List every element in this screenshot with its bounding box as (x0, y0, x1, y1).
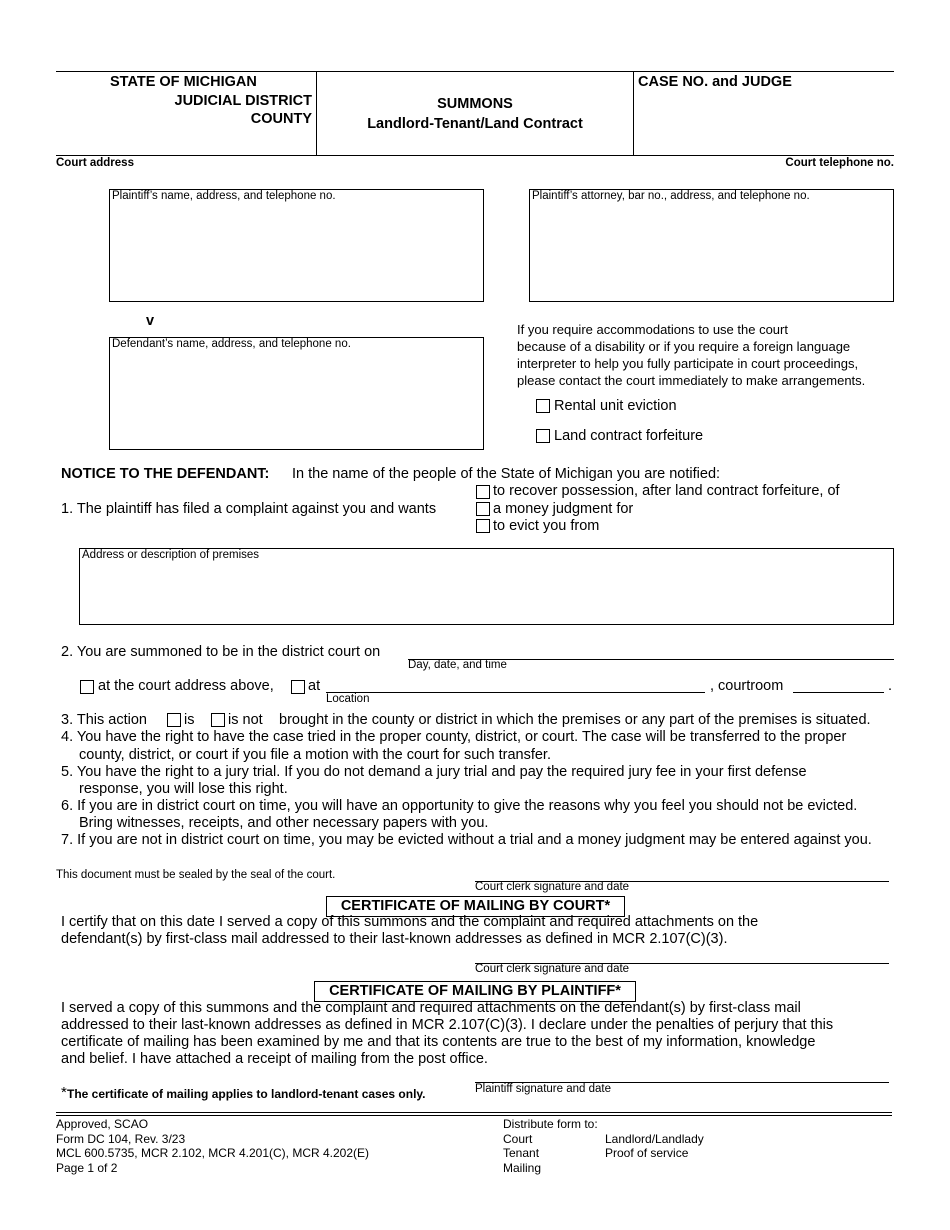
distribute-item: Proof of service (605, 1146, 689, 1160)
accommodation-line: please contact the court immediately to make arrangements. (517, 373, 866, 388)
footnote-text: The certificate of mailing applies to landlord-tenant cases only. (67, 1087, 426, 1101)
item4-line2: county, district, or court if you file a motion with the court for such transfer. (79, 747, 551, 763)
cert-plaintiff-line1: I served a copy of this summons and the complaint and required attachments on the defendant(s) by first-class mail (61, 1000, 801, 1016)
plaintiff-label: Plaintiff’s name, address, and telephone no. (112, 190, 336, 202)
rental-eviction-checkbox[interactable] (536, 399, 550, 413)
footer-page: Page 1 of 2 (56, 1160, 118, 1175)
money-judgment-checkbox[interactable] (476, 502, 490, 516)
defendant-field[interactable] (109, 337, 484, 450)
premises-field[interactable] (79, 548, 894, 625)
is-checkbox[interactable] (167, 713, 181, 727)
item1-text: 1. The plaintiff has filed a complaint against you and wants (61, 501, 437, 517)
cert-court-title: CERTIFICATE OF MAILING BY COURT* (326, 896, 625, 917)
is-not-checkbox[interactable] (211, 713, 225, 727)
clerk-signature-label: Court clerk signature and date (475, 881, 630, 893)
distribute-item: Landlord/Landlady (605, 1131, 704, 1146)
item7-text: 7. If you are not in district court on time, you may be evicted without a trial and a money judgment may be entered against you. (61, 832, 872, 848)
recover-possession-checkbox[interactable] (476, 485, 490, 499)
recover-possession-label: to recover possession, after land contract forfeiture, of (493, 483, 840, 499)
courtroom-label: , courtroom (710, 678, 784, 694)
footer-rule-bottom (56, 1115, 892, 1116)
cert-court-line1: I certify that on this date I served a copy of this summons and the complaint and required attachments on the (61, 914, 759, 930)
cert-plaintiff-title: CERTIFICATE OF MAILING BY PLAINTIFF* (314, 981, 636, 1002)
notice-intro: In the name of the people of the State of Michigan you are notified: (292, 466, 721, 482)
attorney-label: Plaintiff’s attorney, bar no., address, and telephone no. (532, 190, 810, 202)
location-label: Location (326, 693, 370, 705)
accommodation-line: If you require accommodations to use the court (517, 322, 788, 337)
plaintiff-field[interactable] (109, 189, 484, 302)
footer-mcl: MCL 600.5735, MCR 2.102, MCR 4.201(C), MCR 4.202(E) (56, 1146, 370, 1160)
district-label: JUDICIAL DISTRICT (174, 93, 312, 109)
location-line[interactable] (326, 692, 705, 693)
attorney-field[interactable] (529, 189, 894, 302)
other-location-checkbox[interactable] (291, 680, 305, 694)
footer-form-number: Form DC 104, Rev. 3/23 (56, 1131, 186, 1146)
distribute-item: Tenant (503, 1146, 540, 1160)
form-subtitle: Landlord-Tenant/Land Contract (367, 116, 583, 132)
item6-line1: 6. If you are in district court on time, you will have an opportunity to give the reasons why you feel you should not be evicted. (61, 798, 858, 814)
plaintiff-signature-label: Plaintiff signature and date (475, 1083, 611, 1095)
is-not-label: is not (228, 712, 263, 728)
court-date-label: Day, date, and time (408, 659, 507, 671)
state-label: STATE OF MICHIGAN (110, 74, 257, 90)
footnote-star: * (61, 1084, 67, 1101)
premises-label: Address or description of premises (82, 549, 260, 561)
item2-period: . (888, 678, 893, 694)
item5-line2: response, you will lose this right. (79, 781, 288, 797)
court-address-label: Court address (56, 157, 134, 169)
footer-rule-top (56, 1112, 892, 1113)
court-phone-label: Court telephone no. (785, 157, 894, 169)
land-contract-forfeiture-label: Land contract forfeiture (554, 428, 704, 444)
distribute-item: Court (503, 1131, 533, 1146)
item3-rest: brought in the county or district in which the premises or any part of the premises is situated. (279, 712, 871, 728)
distribute-heading: Distribute form to: (503, 1117, 598, 1131)
court-address-above-checkbox[interactable] (80, 680, 94, 694)
courtroom-line[interactable] (793, 692, 884, 693)
cert-plaintiff-line2: addressed to their last-known addresses as defined in MCR 2.107(C)(3). I declare under the penalties of perjury that this (61, 1017, 834, 1033)
cert-court-line2: defendant(s) by first-class mail addressed to their last-known addresses as defined in MCR 2.107(C)(3). (61, 931, 728, 947)
cert-plaintiff-line3: certificate of mailing has been examined by me and that its contents are true to the best of my information, knowledge (61, 1034, 816, 1050)
court-address-above-label: at the court address above, (98, 678, 274, 694)
money-judgment-label: a money judgment for (493, 501, 634, 517)
item2-text: 2. You are summoned to be in the district court on (61, 644, 381, 660)
form-title: SUMMONS (437, 96, 513, 112)
seal-note: This document must be sealed by the seal of the court. (56, 869, 336, 881)
footer-left (56, 1117, 369, 1175)
footer-distribute (503, 1117, 598, 1175)
versus-label: v (146, 313, 155, 329)
rental-eviction-label: Rental unit eviction (554, 398, 677, 414)
item6-line2: Bring witnesses, receipts, and other necessary papers with you. (79, 815, 489, 831)
notice-heading: NOTICE TO THE DEFENDANT: (61, 466, 270, 482)
accommodation-line: interpreter to help you fully participate in court proceedings, (517, 356, 859, 371)
footer-approved: Approved, SCAO (56, 1117, 149, 1131)
footer-distribute-col2 (605, 1132, 704, 1161)
cert-plaintiff-line4: and belief. I have attached a receipt of mailing from the post office. (61, 1051, 488, 1067)
accommodation-text (517, 321, 865, 389)
case-no-label: CASE NO. and JUDGE (638, 74, 792, 90)
item3-text: 3. This action (61, 712, 147, 728)
county-label: COUNTY (250, 111, 312, 127)
evict-checkbox[interactable] (476, 519, 490, 533)
evict-label: to evict you from (493, 518, 600, 534)
land-contract-forfeiture-checkbox[interactable] (536, 429, 550, 443)
defendant-label: Defendant’s name, address, and telephone no. (112, 338, 351, 350)
is-label: is (184, 712, 195, 728)
item4-line1: 4. You have the right to have the case tried in the proper county, district, or court. The case will be transferred to the proper (61, 729, 847, 745)
distribute-item: Mailing (503, 1160, 542, 1175)
item5-line1: 5. You have the right to a jury trial. If you do not demand a jury trial and pay the required jury fee in your first defense (61, 764, 807, 780)
other-location-label: at (308, 678, 321, 694)
cert-court-signature-label: Court clerk signature and date (475, 963, 630, 975)
accommodation-line: because of a disability or if you require a foreign language (517, 339, 851, 354)
